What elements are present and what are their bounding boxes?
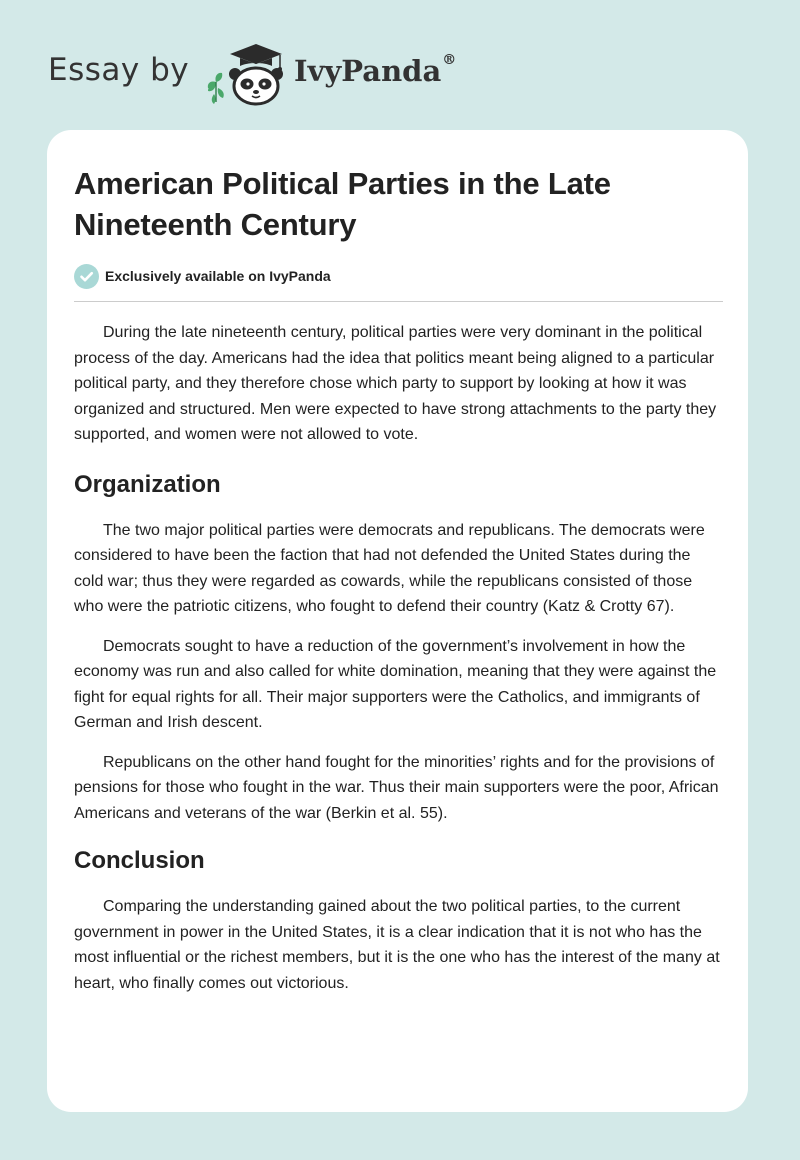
paragraph: Republicans on the other hand fought for the minorities’ rights and for the provisions of pensions for those who fought in the war. Thus their main supporters were the poor, African Americans and veterans of the war (Berkin et al. 55). (74, 753, 719, 822)
essay-by-label: Essay by (48, 52, 190, 88)
exclusive-label: Exclusively available on IvyPanda (105, 268, 331, 284)
essay-body (74, 320, 724, 996)
essay-content (74, 163, 724, 996)
paragraph: Comparing the understanding gained about the two political parties, to the current government in power in the United States, it is a clear indication that it is not who has the most influential or the richest members, but it is the one who has the interest of the many at heart, who finally comes out victorious. (74, 898, 720, 992)
section-heading-conclusion: Conclusion (74, 847, 205, 874)
exclusive-badge-row (74, 263, 724, 289)
title-divider (74, 301, 723, 302)
section-heading-organization: Organization (74, 470, 221, 498)
registered-mark: ® (442, 52, 457, 68)
intro-paragraph: During the late nineteenth century, political parties were very dominant in the political process of the day. Americans had the idea that politics meant being aligned to a particular political party, and they therefore chose which party to support by looking at how it was organized and structured. Men were expected to have strong attachments to the party they supported, and women were not allowed to vote. (74, 324, 717, 443)
checkmark-icon (74, 264, 99, 289)
essay-title: American Political Parties in the Late Nineteenth Century (74, 166, 611, 242)
brand-name-text: IvyPanda (294, 54, 442, 88)
panda-graduate-logo-icon[interactable] (202, 38, 290, 108)
paragraph: Democrats sought to have a reduction of the government’s involvement in how the economy was run and also called for white domination, meaning that they were against the fight for equal rights for all. Their major supporters were the Catholics, and immigrants of German and Irish descent. (74, 637, 717, 731)
brand-name[interactable] (294, 54, 456, 88)
site-header (48, 38, 508, 108)
essay-card (47, 130, 748, 1112)
paragraph: The two major political parties were democrats and republicans. The democrats were considered to have been the faction that had not defended the United States during the cold war; thus they were regarded as cowards, while the republicans consisted of those who were the patriotic citizens, who fought to defend their country (Katz & Crotty 67). (74, 521, 705, 615)
